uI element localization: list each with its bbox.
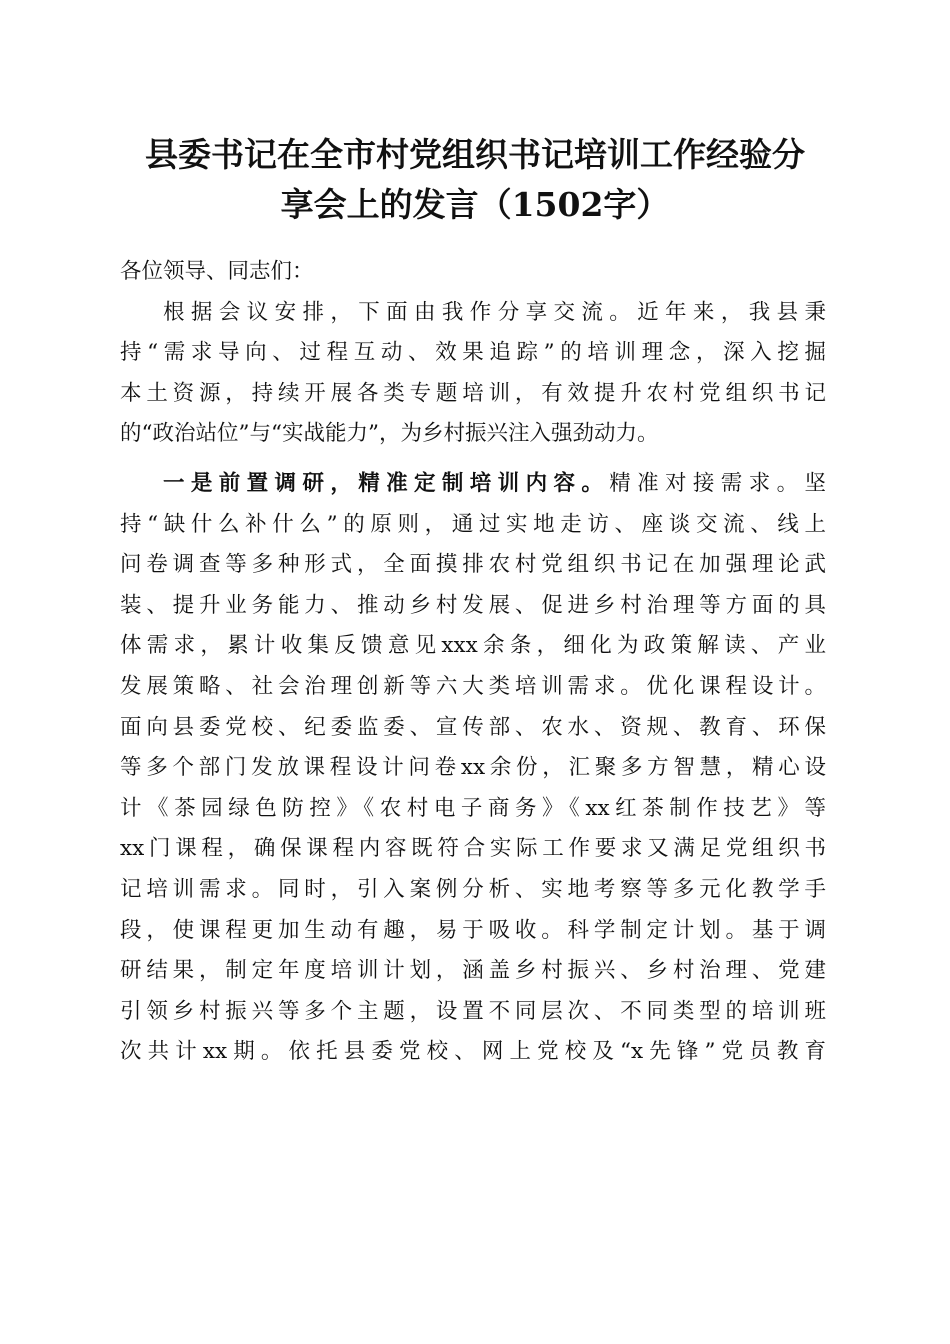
- paragraph-line: [120, 464, 826, 505]
- paragraph-line: 段，使课程更加生动有趣，易于吸收。科学制定计划。基于调: [120, 917, 826, 943]
- document-body: [120, 252, 826, 1073]
- paragraph-line: 引领乡村振兴等多个主题，设置不同层次、不同类型的培训班: [120, 998, 826, 1024]
- paragraph-line: 等多个部门发放课程设计问卷xx余份，汇聚多方智慧，精心设: [120, 755, 826, 781]
- title-line-1: 县委书记在全市村党组织书记培训工作经验分: [145, 135, 805, 174]
- paragraph-line: 问卷调查等多种形式，全面摸排农村党组织书记在加强理论武: [120, 552, 826, 578]
- paragraph-intro: [120, 293, 826, 455]
- salutation: 各位领导、同志们：: [120, 259, 314, 284]
- paragraph-line: 本土资源，持续开展各类专题培训，有效提升农村党组织书记: [120, 380, 826, 406]
- paragraph-line: 体需求，累计收集反馈意见xxx余条，细化为政策解读、产业: [120, 633, 826, 659]
- paragraph-line: 面向县委党校、纪委监委、宣传部、农水、资规、教育、环保: [120, 714, 826, 740]
- section-heading: 一是前置调研，精准定制培训内容。: [163, 470, 610, 496]
- paragraph-line: 发展策略、社会治理创新等六大类培训需求。优化课程设计。: [120, 673, 826, 699]
- paragraph-line: 根据会议安排，下面由我作分享交流。近年来，我县秉: [163, 299, 826, 325]
- paragraph-line: 记培训需求。同时，引入案例分析、实地考察等多元化教学手: [120, 876, 826, 902]
- paragraph-training-content: [120, 464, 826, 1073]
- paragraph-line: 持“需求导向、过程互动、效果追踪”的培训理念，深入挖掘: [120, 340, 826, 366]
- title-line-2: 享会上的发言（1502字）: [280, 185, 670, 224]
- paragraph-line: 研结果，制定年度培训计划，涵盖乡村振兴、乡村治理、党建: [120, 958, 826, 984]
- paragraph-line-rest: 精准对接需求。坚: [609, 470, 826, 496]
- paragraph-line: xx门课程，确保课程内容既符合实际工作要求又满足党组织书: [120, 836, 826, 862]
- document-title: [100, 130, 850, 230]
- paragraph-line: 次共计xx期。依托县委党校、网上党校及“x先锋”党员教育: [120, 1039, 826, 1065]
- paragraph-line: 装、提升业务能力、推动乡村发展、促进乡村治理等方面的具: [120, 592, 826, 618]
- paragraph-line: 的“政治站位”与“实战能力”，为乡村振兴注入强劲动力。: [120, 421, 659, 447]
- paragraph-line: 持“缺什么补什么”的原则，通过实地走访、座谈交流、线上: [120, 511, 826, 537]
- paragraph-line: 计《茶园绿色防控》《农村电子商务》《xx红茶制作技艺》等: [120, 795, 826, 821]
